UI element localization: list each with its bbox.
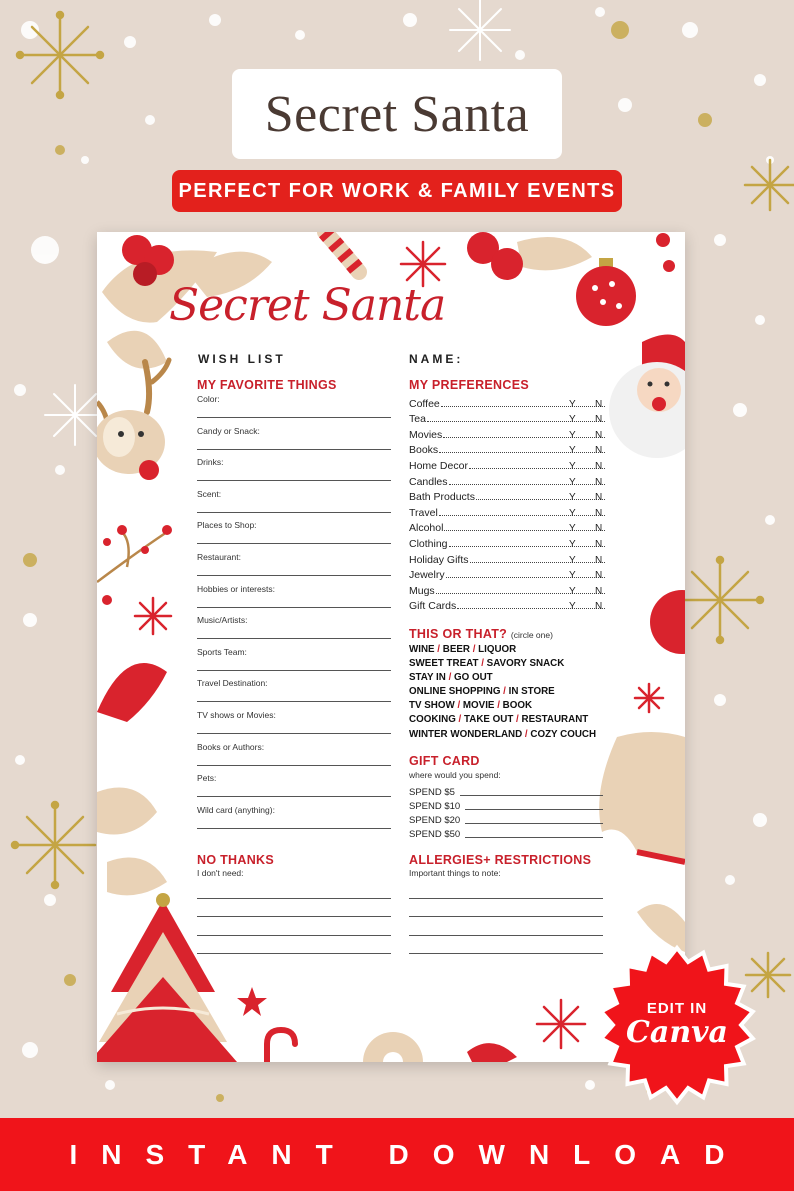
- favorite-field-label: Pets:: [197, 773, 217, 784]
- dotted-leader: [443, 437, 605, 438]
- preference-row: [409, 488, 609, 504]
- gift-card-row: [409, 798, 603, 812]
- favorites-list: [197, 392, 391, 834]
- this-or-that-option[interactable]: SAVORY SNACK: [486, 658, 565, 670]
- separator-slash: /: [434, 644, 443, 655]
- favorite-field: [197, 771, 391, 803]
- this-or-that-option[interactable]: SWEET TREAT: [409, 658, 479, 670]
- preference-row: [409, 597, 609, 613]
- no-option[interactable]: N: [595, 445, 603, 457]
- favorite-field-label: Hobbies or interests:: [197, 583, 275, 594]
- gift-card-row: [409, 826, 603, 840]
- write-line[interactable]: [197, 899, 391, 918]
- santa-icon: [609, 335, 685, 459]
- this-or-that-list: [409, 644, 596, 743]
- preference-label: Home Decor: [409, 459, 468, 472]
- candy-cane-icon: [325, 232, 359, 272]
- preference-label: Gift Cards: [409, 600, 457, 613]
- separator-slash: /: [500, 686, 509, 698]
- yes-option[interactable]: Y: [569, 570, 576, 582]
- favorite-field: [197, 613, 391, 645]
- no-option[interactable]: N: [595, 507, 603, 519]
- preference-label: Mugs: [409, 584, 435, 597]
- this-or-that-option[interactable]: RESTAURANT: [521, 714, 589, 726]
- favorite-field: [197, 645, 391, 677]
- write-line[interactable]: [465, 837, 603, 838]
- no-option[interactable]: N: [595, 570, 603, 582]
- write-line[interactable]: [197, 543, 391, 544]
- yes-option[interactable]: Y: [569, 507, 576, 519]
- preference-row: [409, 581, 609, 597]
- favorite-field: [197, 582, 391, 614]
- yes-option[interactable]: Y: [569, 554, 576, 566]
- this-or-that-option[interactable]: STAY IN: [409, 672, 446, 684]
- no-option[interactable]: N: [595, 429, 603, 441]
- write-line[interactable]: [460, 795, 603, 796]
- preference-row: [409, 456, 609, 472]
- yes-option[interactable]: Y: [569, 476, 576, 488]
- write-line[interactable]: [197, 449, 391, 450]
- preference-row: [409, 519, 609, 535]
- dotted-leader: [457, 608, 605, 609]
- separator-slash: /: [469, 644, 479, 655]
- write-line[interactable]: [197, 936, 391, 955]
- favorite-field: [197, 676, 391, 708]
- gift-card-heading: GIFT CARD: [409, 754, 480, 768]
- favorite-field: [197, 708, 391, 740]
- gift-card-row: [409, 784, 603, 798]
- badge-line2: Canva: [626, 1015, 728, 1050]
- separator-slash: /: [513, 714, 522, 726]
- favorite-field-label: Restaurant:: [197, 551, 241, 562]
- dotted-leader: [449, 546, 605, 547]
- ornament-icon: [576, 258, 636, 326]
- no-option[interactable]: N: [595, 476, 603, 488]
- preference-row: [409, 566, 609, 582]
- preference-label: Coffee: [409, 397, 440, 410]
- write-line[interactable]: [197, 880, 391, 899]
- no-option[interactable]: N: [595, 492, 603, 504]
- write-line[interactable]: [197, 828, 391, 829]
- favorite-field-label: Music/Artists:: [197, 615, 248, 626]
- this-or-that-row: [409, 658, 596, 672]
- no-option[interactable]: N: [595, 601, 603, 613]
- write-line[interactable]: [197, 765, 391, 766]
- separator-slash: /: [494, 700, 503, 712]
- yes-option[interactable]: Y: [569, 445, 576, 457]
- write-line[interactable]: [409, 936, 603, 955]
- yes-option[interactable]: Y: [569, 492, 576, 504]
- preference-label: Travel: [409, 506, 438, 519]
- badge-line1: EDIT IN: [646, 1000, 708, 1017]
- favorite-field-label: Color:: [197, 394, 220, 404]
- dotted-leader: [441, 406, 605, 407]
- write-line[interactable]: [409, 899, 603, 918]
- favorite-field-label: Drinks:: [197, 457, 224, 468]
- write-line[interactable]: [197, 575, 391, 576]
- yes-option[interactable]: Y: [569, 585, 576, 597]
- write-line[interactable]: [197, 917, 391, 936]
- write-line[interactable]: [197, 670, 391, 671]
- favorite-field: [197, 455, 391, 487]
- this-or-that-row: [409, 700, 596, 714]
- reindeer-icon: [97, 360, 169, 480]
- write-line[interactable]: [465, 823, 603, 824]
- preference-row: [409, 410, 609, 426]
- preference-label: Bath Products: [409, 491, 475, 504]
- allergies-heading: ALLERGIES+ RESTRICTIONS: [409, 853, 592, 867]
- this-or-that-option[interactable]: WINTER WONDERLAND: [409, 728, 523, 740]
- no-option[interactable]: N: [595, 523, 603, 535]
- sheet-script-title: Secret Santa: [169, 280, 446, 331]
- this-or-that-row: [409, 672, 596, 686]
- this-or-that-option[interactable]: IN STORE: [508, 686, 555, 698]
- dotted-leader: [444, 530, 605, 531]
- preference-label: Movies: [409, 428, 443, 441]
- name-label: NAME:: [409, 352, 464, 366]
- write-line[interactable]: [197, 701, 391, 702]
- allergies-prompt: Important things to note:: [409, 868, 501, 878]
- dotted-leader: [436, 593, 605, 594]
- yes-option[interactable]: Y: [569, 429, 576, 441]
- gift-card-amount: SPEND $20: [409, 815, 461, 826]
- yes-option[interactable]: Y: [569, 538, 576, 550]
- write-line[interactable]: [197, 512, 391, 513]
- preference-label: Books: [409, 444, 439, 457]
- this-or-that-option[interactable]: COZY COUCH: [530, 728, 597, 740]
- this-or-that-option[interactable]: TAKE OUT: [463, 714, 514, 726]
- preference-row: [409, 534, 609, 550]
- dotted-leader: [439, 515, 605, 516]
- this-or-that-option[interactable]: TV SHOW: [409, 700, 455, 712]
- favorite-field-label: Travel Destination:: [197, 678, 268, 689]
- preference-row: [409, 394, 609, 410]
- gift-card-prompt: where would you spend:: [409, 770, 501, 780]
- sweater-icon: [599, 732, 685, 862]
- this-or-that-row: [409, 644, 596, 658]
- subtitle-badge: PERFECT FOR WORK & FAMILY EVENTS: [172, 170, 622, 212]
- preference-label: Candles: [409, 475, 448, 488]
- gift-card-amount: SPEND $5: [409, 787, 455, 798]
- no-option[interactable]: N: [595, 414, 603, 426]
- dotted-leader: [470, 562, 605, 563]
- page-title: Secret Santa: [264, 85, 530, 143]
- favorite-field-label: TV shows or Movies:: [197, 709, 276, 720]
- no-thanks-prompt: I don't need:: [197, 868, 244, 878]
- no-thanks-lines: [197, 868, 391, 954]
- allergies-lines: [409, 868, 603, 954]
- favorites-heading: MY FAVORITE THINGS: [197, 378, 337, 392]
- separator-slash: /: [454, 700, 463, 712]
- no-option[interactable]: N: [595, 460, 603, 472]
- no-option[interactable]: N: [595, 398, 603, 410]
- gift-card-amount: SPEND $50: [409, 829, 461, 840]
- write-line[interactable]: [197, 733, 391, 734]
- dotted-leader: [439, 452, 605, 453]
- write-line[interactable]: [409, 880, 603, 899]
- preference-label: Alcohol: [409, 522, 444, 535]
- write-line[interactable]: [409, 917, 603, 936]
- write-line[interactable]: [197, 480, 391, 481]
- separator-slash: /: [478, 658, 487, 670]
- favorite-field: [197, 740, 391, 772]
- separator-slash: /: [445, 672, 455, 684]
- write-line[interactable]: [197, 638, 391, 639]
- preference-label: Clothing: [409, 537, 448, 550]
- separator-slash: /: [455, 714, 464, 726]
- title-box: [232, 69, 562, 159]
- preference-label: Jewelry: [409, 569, 445, 582]
- favorite-field-label: Wild card (anything):: [197, 804, 275, 815]
- edit-in-canva-badge[interactable]: [596, 944, 758, 1106]
- preference-row: [409, 425, 609, 441]
- yes-option[interactable]: Y: [569, 460, 576, 472]
- favorite-field: [197, 803, 391, 835]
- gift-card-list: [409, 770, 603, 840]
- preference-row: [409, 550, 609, 566]
- write-line[interactable]: [465, 809, 603, 810]
- yes-option[interactable]: Y: [569, 601, 576, 613]
- favorite-field: [197, 550, 391, 582]
- favorite-field: [197, 487, 391, 519]
- dotted-leader: [446, 577, 605, 578]
- this-or-that-heading: [409, 627, 553, 641]
- this-or-that-title: THIS OR THAT?: [409, 627, 508, 641]
- write-line[interactable]: [197, 796, 391, 797]
- wishlist-sheet: [97, 232, 685, 1062]
- write-line[interactable]: [197, 607, 391, 608]
- instant-download-banner: [0, 1118, 794, 1191]
- this-or-that-option[interactable]: ONLINE SHOPPING: [409, 686, 501, 698]
- preferences-list: [409, 394, 609, 612]
- this-or-that-option[interactable]: BEER: [442, 644, 470, 655]
- preferences-heading: MY PREFERENCES: [409, 378, 529, 392]
- dotted-leader: [476, 499, 605, 500]
- preference-row: [409, 441, 609, 457]
- gift-card-row: [409, 812, 603, 826]
- preference-label: Holiday Gifts: [409, 553, 469, 566]
- preference-label: Tea: [409, 413, 426, 426]
- this-or-that-option[interactable]: MOVIE: [462, 700, 495, 712]
- separator-slash: /: [522, 728, 531, 740]
- no-thanks-heading: NO THANKS: [197, 853, 275, 867]
- this-or-that-option[interactable]: BOOK: [502, 700, 533, 712]
- yes-option[interactable]: Y: [569, 414, 576, 426]
- favorite-field: [197, 518, 391, 550]
- favorite-field: [197, 424, 391, 456]
- this-or-that-option[interactable]: LIQUOR: [478, 644, 517, 655]
- this-or-that-option[interactable]: GO OUT: [454, 672, 493, 684]
- favorite-field-label: Scent:: [197, 488, 222, 499]
- dotted-leader: [449, 484, 605, 485]
- favorite-field: [197, 392, 391, 424]
- yes-option[interactable]: Y: [569, 523, 576, 535]
- yes-option[interactable]: Y: [569, 398, 576, 410]
- this-or-that-option[interactable]: WINE: [409, 644, 435, 655]
- wish-list-label: WISH LIST: [198, 352, 286, 366]
- this-or-that-note: (circle one): [510, 630, 553, 640]
- preference-row: [409, 472, 609, 488]
- favorite-field-label: Sports Team:: [197, 646, 247, 657]
- banner-text: INSTANT DOWNLOAD: [69, 1138, 749, 1170]
- this-or-that-row: [409, 729, 596, 743]
- favorite-field-label: Books or Authors:: [197, 741, 265, 752]
- this-or-that-option[interactable]: COOKING: [409, 714, 456, 726]
- this-or-that-row: [409, 686, 596, 700]
- no-option[interactable]: N: [595, 585, 603, 597]
- dotted-leader: [427, 421, 605, 422]
- preference-row: [409, 503, 609, 519]
- gift-card-amount: SPEND $10: [409, 801, 461, 812]
- favorite-field-label: Places to Shop:: [197, 520, 257, 531]
- favorite-field-label: Candy or Snack:: [197, 425, 260, 436]
- write-line[interactable]: [197, 417, 391, 418]
- no-option[interactable]: N: [595, 538, 603, 550]
- no-option[interactable]: N: [595, 554, 603, 566]
- this-or-that-row: [409, 714, 596, 728]
- dotted-leader: [469, 468, 605, 469]
